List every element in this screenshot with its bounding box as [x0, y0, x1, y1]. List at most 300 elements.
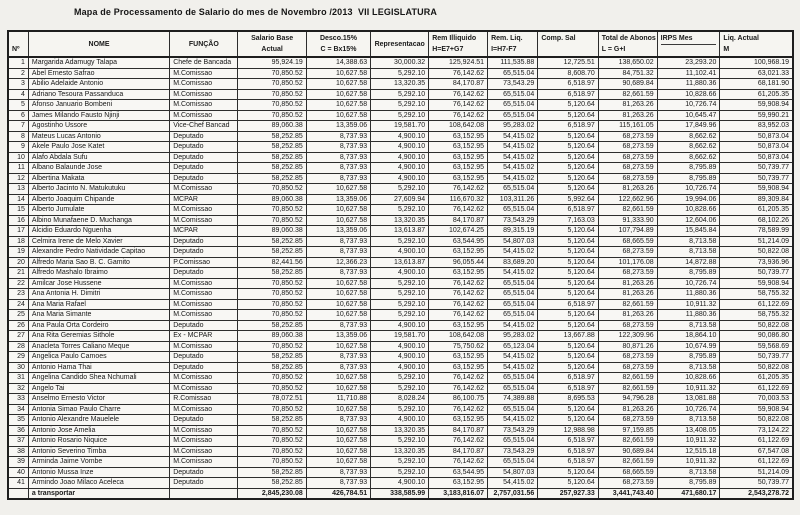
cell-total_abonos: 80,871.26 — [598, 341, 657, 352]
cell-irps_mes: 10,911.32 — [657, 457, 720, 468]
cell-comp_sal: 12,988.98 — [538, 425, 598, 436]
cell-nome: Ana Rita Geremias Sithole — [28, 331, 169, 342]
cell-salario_base: 58,252.85 — [238, 163, 306, 174]
cell-funcao: P.Comissao — [170, 257, 238, 268]
cell-nome: Mateus Lucas Antonio — [28, 131, 169, 142]
cell-comp_sal: 5,120.64 — [538, 247, 598, 258]
cell-funcao: M.Comissao — [170, 278, 238, 289]
cell-liq_actual: 58,755.32 — [720, 289, 793, 300]
cell-nome: Antonio Hama Thai — [28, 362, 169, 373]
cell-irps_mes: 8,662.62 — [657, 152, 720, 163]
cell-rem_liq: 65,515.04 — [488, 110, 538, 121]
cell-rem_liq: 65,515.04 — [488, 184, 538, 195]
cell-desco_15: 13,359.06 — [306, 331, 370, 342]
cell-comp_sal: 6,518.97 — [538, 383, 598, 394]
cell-salario_base: 70,850.52 — [238, 436, 306, 447]
cell-comp_sal: 5,120.64 — [538, 184, 598, 195]
cell-salario_base: 70,850.52 — [238, 205, 306, 216]
cell-nome: Ana Maria Rafael — [28, 299, 169, 310]
cell-funcao: M.Comissao — [170, 425, 238, 436]
cell-no: 16 — [8, 215, 28, 226]
cell-total_abonos: 68,273.59 — [598, 131, 657, 142]
cell-representacao: 5,292.10 — [371, 236, 429, 247]
cell-representacao: 5,292.10 — [371, 289, 429, 300]
table-row — [8, 289, 793, 300]
cell-comp_sal: 6,518.97 — [538, 446, 598, 457]
cell-desco_15: 10,627.58 — [306, 289, 370, 300]
cell-rem_illiquido: 76,142.62 — [429, 68, 488, 79]
header-representacao — [371, 31, 429, 57]
cell-comp_sal: 5,120.64 — [538, 341, 598, 352]
cell-rem_liq: 54,415.02 — [488, 163, 538, 174]
cell-rem_illiquido: 63,152.95 — [429, 478, 488, 489]
cell-irps_mes: 8,795.89 — [657, 163, 720, 174]
cell-rem_liq: 54,415.02 — [488, 173, 538, 184]
cell-comp_sal: 5,120.64 — [538, 404, 598, 415]
cell-total_abonos: 68,665.59 — [598, 236, 657, 247]
cell-rem_liq: 65,515.04 — [488, 436, 538, 447]
cell-rem_liq: 89,315.19 — [488, 226, 538, 237]
cell-no: 27 — [8, 331, 28, 342]
cell-comp_sal: 5,120.64 — [538, 362, 598, 373]
cell-representacao: 5,292.10 — [371, 100, 429, 111]
header-label-line1: Salario Base — [251, 35, 294, 42]
header-label-line1: NOME — [88, 40, 110, 48]
cell-liq_actual: 61,205.35 — [720, 373, 793, 384]
cell-total_abonos: 138,650.02 — [598, 57, 657, 68]
cell-funcao: M.Comissao — [170, 205, 238, 216]
cell-rem_liq: 65,515.04 — [488, 457, 538, 468]
cell-irps_mes: 18,864.10 — [657, 331, 720, 342]
cell-rem_illiquido: 76,142.62 — [429, 383, 488, 394]
cell-representacao: 4,900.10 — [371, 247, 429, 258]
header-label-line1: Comp. Sal — [541, 35, 576, 42]
cell-representacao: 13,320.35 — [371, 446, 429, 457]
cell-desco_15: 10,627.58 — [306, 184, 370, 195]
cell-comp_sal: 6,518.97 — [538, 373, 598, 384]
cell-irps_mes: 8,713.58 — [657, 236, 720, 247]
cell-representacao: 5,292.10 — [371, 373, 429, 384]
cell-no: 25 — [8, 310, 28, 321]
cell-funcao: Deputado — [170, 173, 238, 184]
cell-desco_15: 8,737.93 — [306, 236, 370, 247]
cell-representacao: 5,292.10 — [371, 436, 429, 447]
cell-nome: Amilcar Jose Hussene — [28, 278, 169, 289]
cell-desco_15: 13,359.06 — [306, 226, 370, 237]
cell-funcao: M.Comissao — [170, 457, 238, 468]
header-nome — [28, 31, 169, 57]
table-row — [8, 341, 793, 352]
total-cell-irps_mes: 471,680.17 — [657, 488, 720, 499]
cell-desco_15: 13,359.06 — [306, 194, 370, 205]
totals-row — [8, 488, 793, 499]
header-label-line1: Representacao — [374, 40, 425, 48]
cell-funcao: Deputado — [170, 236, 238, 247]
cell-comp_sal: 5,120.64 — [538, 236, 598, 247]
cell-comp_sal: 6,518.97 — [538, 205, 598, 216]
header-label-line1: Rem. Liq. — [491, 35, 523, 42]
cell-funcao: M.Comissao — [170, 436, 238, 447]
cell-representacao: 5,292.10 — [371, 278, 429, 289]
cell-liq_actual: 61,205.35 — [720, 89, 793, 100]
table-head — [8, 31, 793, 57]
table-row — [8, 236, 793, 247]
cell-nome: Angelo Tai — [28, 383, 169, 394]
cell-no: 9 — [8, 142, 28, 153]
cell-desco_15: 10,627.58 — [306, 110, 370, 121]
document-title: Mapa de Processamento de Salario do mes de Novembro /2013 VII LEGISLATURA — [74, 7, 438, 17]
cell-total_abonos: 82,661.59 — [598, 436, 657, 447]
cell-total_abonos: 68,665.59 — [598, 467, 657, 478]
total-cell-rem_illiquido: 3,183,816.07 — [429, 488, 488, 499]
cell-nome: Antonio Alexandre Mauelele — [28, 415, 169, 426]
cell-liq_actual: 50,739.77 — [720, 163, 793, 174]
cell-funcao: M.Comissao — [170, 310, 238, 321]
cell-representacao: 4,900.10 — [371, 173, 429, 184]
cell-desco_15: 8,737.93 — [306, 142, 370, 153]
cell-comp_sal: 5,120.64 — [538, 152, 598, 163]
header-label-line1: FUNÇÃO — [188, 40, 219, 48]
cell-rem_liq: 103,311.26 — [488, 194, 538, 205]
cell-salario_base: 70,850.52 — [238, 457, 306, 468]
cell-no: 36 — [8, 425, 28, 436]
cell-salario_base: 58,252.85 — [238, 467, 306, 478]
cell-rem_illiquido: 84,170.87 — [429, 446, 488, 457]
cell-rem_illiquido: 63,152.95 — [429, 163, 488, 174]
cell-desco_15: 11,710.88 — [306, 394, 370, 405]
cell-comp_sal: 8,695.53 — [538, 394, 598, 405]
cell-no: 6 — [8, 110, 28, 121]
cell-comp_sal: 5,120.64 — [538, 352, 598, 363]
table-row — [8, 163, 793, 174]
cell-rem_liq: 65,515.04 — [488, 373, 538, 384]
cell-rem_illiquido: 84,170.87 — [429, 425, 488, 436]
cell-rem_illiquido: 76,142.62 — [429, 278, 488, 289]
cell-total_abonos: 82,661.59 — [598, 299, 657, 310]
cell-rem_liq: 54,415.02 — [488, 362, 538, 373]
cell-rem_illiquido: 84,170.87 — [429, 79, 488, 90]
cell-no: 31 — [8, 373, 28, 384]
cell-total_abonos: 81,263.26 — [598, 110, 657, 121]
cell-nome: Ana Antonia H. Dimitri — [28, 289, 169, 300]
cell-salario_base: 58,252.85 — [238, 320, 306, 331]
cell-rem_illiquido: 63,152.95 — [429, 352, 488, 363]
cell-irps_mes: 10,911.32 — [657, 436, 720, 447]
cell-rem_illiquido: 63,152.95 — [429, 415, 488, 426]
cell-comp_sal: 5,120.64 — [538, 268, 598, 279]
cell-no: 13 — [8, 184, 28, 195]
cell-funcao: M.Comissao — [170, 289, 238, 300]
cell-funcao: M.Comissao — [170, 341, 238, 352]
cell-nome: Alberto Jumulate — [28, 205, 169, 216]
cell-representacao: 4,900.10 — [371, 131, 429, 142]
cell-nome: Antonio Mussa Inze — [28, 467, 169, 478]
cell-comp_sal: 5,120.64 — [538, 320, 598, 331]
cell-irps_mes: 11,102.41 — [657, 68, 720, 79]
cell-nome: Armindo Joao Milaco Aceleca — [28, 478, 169, 489]
cell-no: 33 — [8, 394, 28, 405]
cell-salario_base: 58,252.85 — [238, 478, 306, 489]
cell-irps_mes: 10,911.32 — [657, 383, 720, 394]
cell-nome: Adriano Tesoura Passanduca — [28, 89, 169, 100]
cell-representacao: 4,900.10 — [371, 152, 429, 163]
cell-rem_illiquido: 63,152.95 — [429, 131, 488, 142]
cell-rem_illiquido: 108,642.08 — [429, 121, 488, 132]
cell-liq_actual: 50,822.08 — [720, 415, 793, 426]
cell-rem_liq: 65,515.04 — [488, 310, 538, 321]
cell-total_abonos: 68,273.59 — [598, 268, 657, 279]
cell-rem_illiquido: 63,152.95 — [429, 152, 488, 163]
cell-irps_mes: 10,828.66 — [657, 373, 720, 384]
header-liq_actual — [720, 31, 793, 57]
cell-salario_base: 58,252.85 — [238, 152, 306, 163]
cell-funcao: M.Comissao — [170, 404, 238, 415]
table-row — [8, 205, 793, 216]
table-row — [8, 79, 793, 90]
cell-nome: Albano Balaunde Jose — [28, 163, 169, 174]
cell-desco_15: 8,737.93 — [306, 173, 370, 184]
header-label-line2: Actual — [261, 46, 283, 53]
header-salario_base — [238, 31, 306, 57]
cell-funcao: MCPAR — [170, 194, 238, 205]
cell-funcao: Deputado — [170, 467, 238, 478]
cell-desco_15: 8,737.93 — [306, 247, 370, 258]
cell-nome: Margarida Adamugy Talapa — [28, 57, 169, 68]
cell-salario_base: 70,850.52 — [238, 299, 306, 310]
cell-rem_illiquido: 63,544.95 — [429, 236, 488, 247]
table-row — [8, 268, 793, 279]
cell-rem_liq: 65,515.04 — [488, 299, 538, 310]
header-label-line1: Rem Illiquido — [432, 35, 477, 42]
cell-irps_mes: 8,795.89 — [657, 173, 720, 184]
cell-comp_sal: 5,120.64 — [538, 226, 598, 237]
cell-salario_base: 89,060.38 — [238, 194, 306, 205]
cell-total_abonos: 84,751.32 — [598, 68, 657, 79]
cell-rem_liq: 54,415.02 — [488, 152, 538, 163]
cell-irps_mes: 10,726.74 — [657, 184, 720, 195]
cell-total_abonos: 81,263.26 — [598, 404, 657, 415]
cell-representacao: 13,320.35 — [371, 79, 429, 90]
table-row — [8, 257, 793, 268]
cell-desco_15: 13,359.06 — [306, 121, 370, 132]
cell-rem_liq: 65,515.04 — [488, 89, 538, 100]
cell-irps_mes: 13,081.88 — [657, 394, 720, 405]
cell-nome: Antonio Severino Timba — [28, 446, 169, 457]
cell-no: 41 — [8, 478, 28, 489]
cell-liq_actual: 68,102.26 — [720, 215, 793, 226]
cell-nome: Alafo Abdala Sufu — [28, 152, 169, 163]
cell-desco_15: 8,737.93 — [306, 320, 370, 331]
cell-liq_actual: 50,822.08 — [720, 320, 793, 331]
cell-liq_actual: 50,873.04 — [720, 131, 793, 142]
cell-comp_sal: 5,120.64 — [538, 478, 598, 489]
cell-nome: Abilio Adelaide Antonio — [28, 79, 169, 90]
cell-rem_illiquido: 116,670.32 — [429, 194, 488, 205]
cell-rem_liq: 111,535.88 — [488, 57, 538, 68]
cell-desco_15: 10,627.58 — [306, 404, 370, 415]
table-row — [8, 310, 793, 321]
table-row — [8, 352, 793, 363]
cell-no: 10 — [8, 152, 28, 163]
cell-total_abonos: 68,273.59 — [598, 352, 657, 363]
cell-no: 37 — [8, 436, 28, 447]
header-rem_illiquido — [429, 31, 488, 57]
cell-desco_15: 10,627.58 — [306, 425, 370, 436]
cell-desco_15: 8,737.93 — [306, 268, 370, 279]
cell-funcao: M.Comissao — [170, 89, 238, 100]
cell-comp_sal: 8,608.70 — [538, 68, 598, 79]
cell-funcao: Deputado — [170, 247, 238, 258]
cell-total_abonos: 122,309.96 — [598, 331, 657, 342]
cell-nome: Alfredo Mashalo Ibraimo — [28, 268, 169, 279]
cell-nome: Angelica Paulo Camoes — [28, 352, 169, 363]
cell-total_abonos: 97,159.85 — [598, 425, 657, 436]
cell-rem_liq: 54,415.02 — [488, 131, 538, 142]
cell-liq_actual: 50,739.77 — [720, 478, 793, 489]
cell-representacao: 4,900.10 — [371, 362, 429, 373]
cell-nome: Afonso Januario Bombeni — [28, 100, 169, 111]
total-cell-total_abonos: 3,441,743.40 — [598, 488, 657, 499]
cell-salario_base: 82,441.56 — [238, 257, 306, 268]
cell-desco_15: 10,627.58 — [306, 373, 370, 384]
cell-rem_liq: 65,515.04 — [488, 205, 538, 216]
cell-desco_15: 8,737.93 — [306, 352, 370, 363]
cell-liq_actual: 59,990.21 — [720, 110, 793, 121]
cell-total_abonos: 81,263.26 — [598, 310, 657, 321]
cell-liq_actual: 73,124.22 — [720, 425, 793, 436]
cell-funcao: M.Comissao — [170, 383, 238, 394]
cell-funcao: M.Comissao — [170, 446, 238, 457]
cell-liq_actual: 50,822.08 — [720, 362, 793, 373]
cell-total_abonos: 81,263.26 — [598, 289, 657, 300]
cell-nome: Arminda Jaime Vombe — [28, 457, 169, 468]
cell-liq_actual: 50,739.77 — [720, 173, 793, 184]
cell-liq_actual: 51,214.09 — [720, 467, 793, 478]
cell-rem_liq: 54,415.02 — [488, 268, 538, 279]
cell-irps_mes: 8,662.62 — [657, 142, 720, 153]
cell-representacao: 5,292.10 — [371, 205, 429, 216]
cell-nome: Alberto Joaquim Chipande — [28, 194, 169, 205]
cell-funcao: Deputado — [170, 352, 238, 363]
cell-rem_illiquido: 76,142.62 — [429, 457, 488, 468]
total-cell-salario_base: 2,845,230.08 — [238, 488, 306, 499]
cell-rem_liq: 54,415.02 — [488, 142, 538, 153]
table-row — [8, 362, 793, 373]
header-label-line2: M — [723, 46, 730, 53]
cell-nome: Abel Ernesto Safrao — [28, 68, 169, 79]
cell-salario_base: 70,850.52 — [238, 341, 306, 352]
cell-rem_illiquido: 76,142.62 — [429, 110, 488, 121]
total-cell-representacao: 338,585.99 — [371, 488, 429, 499]
cell-rem_illiquido: 76,142.62 — [429, 404, 488, 415]
cell-no: 11 — [8, 163, 28, 174]
cell-desco_15: 8,737.93 — [306, 131, 370, 142]
cell-representacao: 4,900.10 — [371, 320, 429, 331]
cell-funcao: Ex - MCPAR — [170, 331, 238, 342]
total-cell-nome: a transportar — [28, 488, 169, 499]
cell-funcao: M.Comissao — [170, 299, 238, 310]
cell-representacao: 19,581.70 — [371, 121, 429, 132]
salary-table — [7, 30, 794, 500]
cell-representacao: 8,028.24 — [371, 394, 429, 405]
cell-liq_actual: 83,952.03 — [720, 121, 793, 132]
cell-funcao: Deputado — [170, 362, 238, 373]
cell-no: 40 — [8, 467, 28, 478]
cell-total_abonos: 68,273.59 — [598, 163, 657, 174]
cell-funcao: M.Comissao — [170, 68, 238, 79]
cell-total_abonos: 68,273.59 — [598, 415, 657, 426]
cell-liq_actual: 78,589.99 — [720, 226, 793, 237]
cell-representacao: 5,292.10 — [371, 184, 429, 195]
table-row — [8, 404, 793, 415]
cell-desco_15: 8,737.93 — [306, 152, 370, 163]
cell-no: 35 — [8, 415, 28, 426]
cell-liq_actual: 67,547.08 — [720, 446, 793, 457]
cell-representacao: 4,900.10 — [371, 142, 429, 153]
total-cell-funcao — [170, 488, 238, 499]
cell-desco_15: 10,627.58 — [306, 79, 370, 90]
cell-comp_sal: 6,518.97 — [538, 89, 598, 100]
total-cell-rem_liq: 2,757,031.56 — [488, 488, 538, 499]
cell-rem_liq: 54,415.02 — [488, 247, 538, 258]
cell-representacao: 5,292.10 — [371, 383, 429, 394]
cell-irps_mes: 10,828.66 — [657, 205, 720, 216]
cell-salario_base: 58,252.85 — [238, 352, 306, 363]
cell-comp_sal: 5,120.64 — [538, 110, 598, 121]
cell-irps_mes: 14,872.88 — [657, 257, 720, 268]
cell-irps_mes: 8,662.62 — [657, 131, 720, 142]
cell-desco_15: 14,388.63 — [306, 57, 370, 68]
cell-funcao: Deputado — [170, 142, 238, 153]
cell-nome: Antonio Jose Amelia — [28, 425, 169, 436]
cell-representacao: 27,609.94 — [371, 194, 429, 205]
cell-total_abonos: 81,263.26 — [598, 278, 657, 289]
cell-comp_sal: 5,120.64 — [538, 142, 598, 153]
cell-no: 18 — [8, 236, 28, 247]
cell-funcao: Deputado — [170, 152, 238, 163]
cell-salario_base: 70,850.52 — [238, 215, 306, 226]
cell-salario_base: 58,252.85 — [238, 362, 306, 373]
cell-funcao: Deputado — [170, 268, 238, 279]
table-row — [8, 467, 793, 478]
cell-total_abonos: 101,176.08 — [598, 257, 657, 268]
header-label-line1: Total de Abonos — [601, 35, 656, 42]
table-row — [8, 89, 793, 100]
cell-funcao: MCPAR — [170, 226, 238, 237]
cell-rem_illiquido: 75,750.62 — [429, 341, 488, 352]
cell-funcao: Deputado — [170, 131, 238, 142]
cell-liq_actual: 61,205.35 — [720, 205, 793, 216]
cell-desco_15: 10,627.58 — [306, 299, 370, 310]
cell-total_abonos: 115,161.05 — [598, 121, 657, 132]
cell-liq_actual: 70,003.53 — [720, 394, 793, 405]
cell-irps_mes: 8,713.58 — [657, 362, 720, 373]
cell-nome: Anacleta Torres Caliano Meque — [28, 341, 169, 352]
cell-irps_mes: 8,795.89 — [657, 352, 720, 363]
cell-no: 26 — [8, 320, 28, 331]
table-row — [8, 478, 793, 489]
cell-rem_liq: 54,807.03 — [488, 236, 538, 247]
cell-representacao: 5,292.10 — [371, 68, 429, 79]
cell-liq_actual: 59,568.69 — [720, 341, 793, 352]
cell-total_abonos: 91,333.90 — [598, 215, 657, 226]
cell-rem_liq: 54,415.02 — [488, 478, 538, 489]
cell-rem_illiquido: 76,142.62 — [429, 89, 488, 100]
cell-comp_sal: 5,120.64 — [538, 173, 598, 184]
header-total_abonos — [598, 31, 657, 57]
cell-rem_illiquido: 63,152.95 — [429, 247, 488, 258]
cell-representacao: 5,292.10 — [371, 299, 429, 310]
